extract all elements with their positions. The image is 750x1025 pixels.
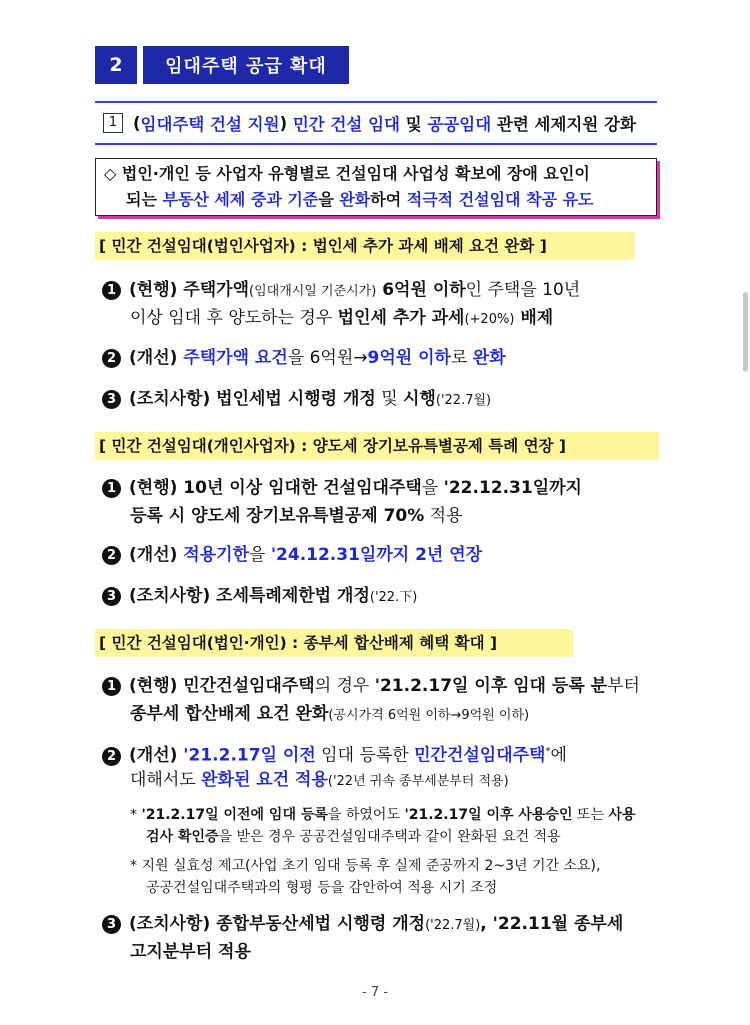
block1-i3-d: ('22.7월): [435, 393, 492, 408]
block1-i3-b: 및: [375, 389, 404, 409]
block3-item3-line1: [102, 910, 623, 940]
block2-i1-e: 적용: [424, 506, 463, 526]
block1-i1-f: 법인세 추가 과세: [337, 308, 465, 328]
summary-line1: ◇ 법인·개인 등 사업자 유형별로 건설임대 사업성 확보에 장애 요인이: [104, 164, 590, 183]
summary-line2: [126, 187, 593, 213]
block3-item1-line2: [130, 700, 529, 730]
block3-i2-g: 완화된 요건 적용: [201, 770, 328, 790]
note1-b: '21.2.17일 이전에 임대 등록: [141, 807, 328, 823]
block3-i3-d: 고지분부터 적용: [130, 942, 251, 962]
subsection-part4: 관련 세제지원 강화: [491, 115, 636, 134]
block1-item3: [102, 385, 491, 415]
block3-item1-line1: [102, 672, 640, 700]
summary-l2-c: 을: [318, 190, 340, 209]
page-number: - 7 -: [362, 985, 388, 1000]
block1-i2-b: 을 6억원→: [287, 348, 368, 368]
item-label: (조치사항): [129, 389, 211, 409]
note1-a: *: [130, 807, 142, 823]
block1-i2-a: 주택가액 요건: [177, 348, 288, 368]
subsection-number: 1: [103, 113, 123, 133]
item-label: (개선): [129, 745, 178, 766]
number-badge: 2: [102, 349, 121, 368]
subsection-part1: 민간 건설 임대: [287, 115, 400, 134]
block2-item3: [102, 582, 417, 612]
block1-item1-line1: [102, 276, 580, 306]
block3-i2-d: *: [545, 746, 551, 757]
section-number: 2: [95, 46, 137, 84]
block3-i1-a: 민간건설임대주택: [177, 676, 315, 696]
number-badge: 1: [102, 479, 121, 498]
block2-header: [ 민간 건설임대(개인사업자) : 양도세 장기보유특별공제 특례 연장 ]: [95, 432, 659, 460]
block1-i1-c: 6억원 이하: [376, 280, 466, 300]
block2-i2-b: 을: [249, 545, 271, 565]
summary-l2-b: 부동산 세제 중과 기준: [162, 190, 319, 209]
block2-i3-a: 조세특례제한법 개정: [210, 586, 370, 606]
block2-i1-b: 을: [421, 478, 444, 498]
summary-l2-a: 되는: [126, 190, 163, 209]
block3-i1-d: 부터: [607, 676, 640, 696]
item-label: (조치사항): [129, 586, 211, 606]
subsection-paren-text: 임대주택 건설 지원: [140, 115, 280, 134]
block1-i1-h: 배제: [514, 308, 554, 328]
block3-i1-e: 종부세 합산배제 요건 완화: [130, 704, 329, 724]
summary-box: [95, 158, 657, 216]
subsection-paren-open: (: [133, 113, 141, 133]
block2-i2-c: '24.12.31일까지: [270, 545, 410, 565]
block3-i1-b: 의 경우: [314, 676, 375, 696]
block1-i2-e: 완화: [472, 348, 506, 368]
block1-i3-c: 시행: [403, 389, 436, 409]
section-title: 임대주택 공급 확대: [143, 46, 349, 84]
block3-i2-f: 대해서도: [130, 770, 202, 790]
block2-i1-a: 10년 이상 임대한 건설임대주택: [177, 478, 422, 498]
block1-i1-d: 인 주택을 10년: [465, 280, 581, 300]
summary-l2-e: 하여: [370, 190, 407, 209]
block3-i1-f: (공시가격 6억원 이하→9억원 이하): [328, 708, 530, 723]
block1-item2: [102, 344, 506, 372]
block3-i2-e: 에: [550, 745, 567, 766]
summary-l2-d: 완화: [339, 190, 371, 209]
subsection-part3: 공공임대: [427, 115, 492, 134]
block3-i3-a: 종합부동산세법 시행령 개정: [210, 914, 426, 934]
block3-item2-line2: [130, 766, 509, 796]
item-label: (개선): [129, 348, 178, 368]
summary-l2-f: 적극적 건설임대 착공 유도: [406, 190, 594, 209]
item-label: (현행): [129, 280, 178, 300]
block1-i1-e: 이상 임대 후 양도하는 경우: [130, 308, 338, 328]
block2-i1-d: 등록 시 양도세 장기보유특별공제 70%: [130, 506, 425, 526]
block1-item1-line2: [130, 304, 553, 334]
number-badge: 1: [102, 281, 121, 300]
block2-i2-d: 2년 연장: [409, 545, 483, 565]
number-badge: 2: [102, 546, 121, 565]
block3-header: [ 민간 건설임대(법인·개인) : 종부세 합산배제 혜택 확대 ]: [95, 629, 573, 657]
block3-item2-line1: [102, 738, 567, 770]
block3-i1-c: '21.2.17일 이후 임대 등록 분: [374, 676, 608, 696]
item-label: (현행): [129, 676, 178, 696]
note1-e: 또는: [572, 807, 609, 823]
block2-item1-line2: [130, 502, 463, 530]
block3-note1-line2: [146, 826, 561, 848]
block2-item2: [102, 541, 482, 569]
subsection-paren-close: ): [279, 113, 288, 133]
number-badge: 3: [102, 915, 121, 934]
scrollbar[interactable]: [743, 292, 748, 372]
item-label: (개선): [129, 545, 178, 565]
number-badge: 1: [102, 677, 121, 696]
number-badge: 2: [102, 747, 121, 766]
item-label: (현행): [129, 478, 178, 498]
block1-i2-d: 로: [450, 348, 473, 368]
block1-i2-c: 9억원 이하: [367, 348, 451, 368]
note1-c: 을 하였어도: [327, 807, 405, 823]
block2-item1-line1: [102, 474, 582, 502]
note1-d: '21.2.17일 이후 사용승인: [404, 807, 573, 823]
block2-i1-c: '22.12.31일까지: [443, 478, 582, 498]
block3-i3-b: ('22.7월): [425, 918, 481, 933]
block1-i1-g: (+20%): [464, 312, 515, 327]
number-badge: 3: [102, 390, 121, 409]
block3-note2-line1: * 지원 실효성 제고(사업 초기 임대 등록 후 실제 준공까지 2~3년 기간 소요),: [130, 858, 601, 874]
block3-note2-line2: 공공건설임대주택과의 형평 등을 감안하여 적용 시기 조정: [146, 880, 498, 896]
note1-g: 검사 확인증: [146, 829, 219, 845]
block2-i3-b: ('22.下): [369, 590, 418, 605]
block3-i2-h: ('22년 귀속 종부세분부터 적용): [327, 774, 509, 789]
block3-item3-line2: [130, 938, 251, 966]
block3-i3-c: , '22.11월 종부세: [480, 914, 624, 934]
block2-i2-a: 적용기한: [177, 545, 249, 565]
block1-i1-a: 주택가액: [177, 280, 249, 300]
block1-header: [ 민간 건설임대(법인사업자) : 법인세 추가 과세 배제 요건 완화 ]: [95, 232, 635, 260]
block1-i1-b: (임대개시일 기준시가): [249, 284, 377, 299]
item-label: (조치사항): [129, 914, 211, 934]
block3-i2-c: 민간건설임대주택: [414, 745, 546, 766]
note1-f: 사용: [608, 807, 636, 823]
note1-h: 을 받은 경우 공공건설임대주택과 같이 완화된 요건 적용: [218, 829, 561, 845]
block1-i3-a: 법인세법 시행령 개정: [210, 389, 376, 409]
block3-i2-a: '21.2.17일 이전: [177, 745, 316, 766]
block3-note1-line1: [130, 804, 636, 826]
number-badge: 3: [102, 587, 121, 606]
subsection-title: [95, 101, 657, 145]
block3-i2-b: 임대 등록한: [315, 745, 415, 766]
subsection-part2: 및: [399, 115, 428, 134]
